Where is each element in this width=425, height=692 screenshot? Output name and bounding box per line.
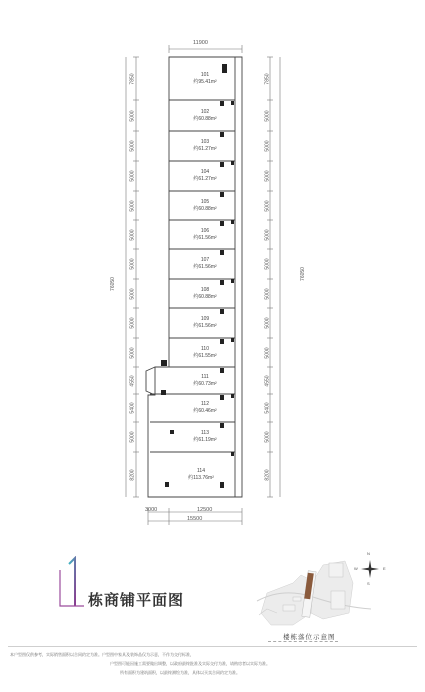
unit-label (190, 109, 220, 123)
right-segment: 5000 (264, 199, 271, 212)
left-segment: 5000 (129, 431, 136, 443)
unit-area: 约60.88m² (193, 115, 217, 122)
structural-column (231, 452, 234, 456)
structural-column (220, 339, 224, 344)
unit-number: 106 (200, 227, 210, 234)
right-segment: 5000 (264, 317, 271, 329)
site-plan-caption: 楼栋落位示意图 (283, 634, 336, 641)
compass-e: E (383, 566, 386, 571)
unit-label (190, 257, 220, 271)
left-segment: 8200 (129, 468, 136, 481)
unit-number: 104 (200, 169, 210, 175)
unit-label (190, 169, 220, 183)
left-segment: 5000 (129, 287, 136, 300)
structural-column (220, 132, 224, 137)
unit-label (190, 287, 220, 301)
unit-label (190, 430, 220, 444)
structural-column (220, 162, 224, 167)
unit-number: 112 (201, 401, 209, 407)
left-segment: 5000 (129, 228, 136, 241)
structural-column (220, 423, 224, 428)
unit-number: 105 (200, 198, 210, 205)
right-segment: 5000 (264, 228, 271, 241)
structural-column (220, 482, 224, 488)
structural-column (231, 161, 234, 165)
right-segment: 5000 (264, 431, 271, 443)
structural-column (220, 280, 224, 285)
caption-underline (268, 641, 338, 642)
structural-column (165, 482, 169, 487)
unit-area: 约60.88m² (193, 293, 217, 300)
unit-number: 101 (200, 71, 210, 78)
left-segment: 5000 (129, 317, 136, 329)
footnote-line-3: 所有面积为建筑面积，以最终测绘为准，具体以买卖合同约定为准。 (120, 670, 240, 675)
right-segment: 5400 (264, 402, 271, 414)
right-segment: 8200 (264, 468, 271, 481)
unit-label (190, 401, 220, 415)
stair-bump (146, 367, 155, 395)
unit-area: 约61.27m² (193, 176, 217, 182)
footnote-line-1: 本户型图仅供参考，实际销售面积以合同约定为准。户型图中家具及装饰品仅为示意，不作为交付标准， (10, 652, 194, 657)
unit-area: 约61.55m² (193, 352, 217, 359)
right-segment: 5000 (264, 109, 271, 122)
structural-column (170, 430, 174, 434)
left-segment: 7850 (129, 72, 136, 85)
structural-column (231, 338, 234, 342)
unit-label (190, 316, 220, 330)
unit-area: 约61.27m² (193, 146, 217, 152)
right-total-height: 76050 (299, 267, 306, 281)
footer-divider (8, 646, 417, 647)
structural-column (220, 250, 224, 255)
unit-label (190, 199, 220, 213)
unit-area: 约61.56m² (193, 264, 217, 270)
unit-number: 111 (201, 373, 209, 380)
unit-label (190, 228, 220, 242)
unit-number: 108 (200, 286, 210, 293)
left-segment: 5400 (129, 402, 136, 414)
right-segment: 5000 (264, 287, 271, 300)
right-segment: 5000 (264, 258, 271, 270)
right-segment: 5000 (264, 170, 271, 182)
left-segment: 5000 (129, 346, 136, 359)
left-total-height: 76050 (109, 277, 116, 291)
unit-area: 约60.73m² (193, 380, 217, 387)
bottom-right-dimension: 12500 (197, 507, 213, 513)
left-segment: 4550 (129, 374, 136, 387)
unit-number: 110 (201, 345, 209, 352)
right-segment: 5000 (264, 140, 271, 152)
structural-column (220, 368, 224, 373)
unit-number: 109 (200, 316, 210, 322)
structural-column (231, 394, 234, 398)
structural-column (220, 221, 224, 226)
top-width-dimension: 11900 (193, 40, 208, 46)
unit-label (186, 468, 216, 482)
footnote-line-2: 户型图可能因施工需要做出调整，以政府最终批准及实际交付为准，请购房者以实际为准。 (110, 661, 270, 666)
structural-column (231, 101, 234, 105)
left-segment: 5000 (129, 140, 136, 152)
unit-label (190, 139, 220, 153)
compass-s: S (367, 581, 370, 586)
unit-area: 约61.19m² (193, 437, 217, 443)
unit-number: 103 (200, 139, 210, 145)
structural-column (161, 360, 167, 366)
unit-area: 约95.41m² (193, 78, 217, 85)
left-segment: 5000 (129, 170, 136, 182)
unit-number: 107 (200, 257, 210, 263)
structural-column (231, 220, 234, 224)
structural-column (220, 309, 224, 314)
unit-area: 约60.46m² (193, 408, 217, 414)
structural-column (220, 395, 224, 400)
structural-column (222, 64, 227, 73)
unit-label (190, 374, 220, 388)
unit-label (190, 346, 220, 360)
page-title: 栋商铺平面图 (88, 592, 185, 609)
unit-label (190, 72, 220, 86)
compass-w: W (354, 566, 358, 571)
compass-icon (359, 558, 381, 580)
left-segment: 5000 (129, 109, 136, 122)
right-segment: 5000 (264, 346, 271, 359)
unit-number: 102 (200, 108, 210, 115)
unit-area: 约61.56m² (193, 234, 217, 241)
bottom-total-dimension: 15500 (187, 516, 203, 522)
unit-number: 114 (197, 467, 205, 474)
structural-column (161, 390, 166, 395)
right-segment: 7850 (264, 72, 271, 85)
structural-column (231, 279, 234, 283)
unit-area: 约60.88m² (193, 205, 217, 212)
structural-column (220, 101, 224, 106)
unit-number: 113 (201, 430, 209, 436)
unit-area: 约61.56m² (193, 323, 217, 329)
bottom-left-dimension: 3000 (145, 507, 158, 513)
title-number-graphic (58, 556, 88, 610)
left-segment: 5000 (129, 199, 136, 212)
unit-area: 约113.76m² (188, 474, 214, 481)
compass-n: N (367, 551, 370, 556)
left-segment: 5000 (129, 258, 136, 270)
right-segment: 4550 (264, 374, 271, 387)
structural-column (220, 192, 224, 197)
